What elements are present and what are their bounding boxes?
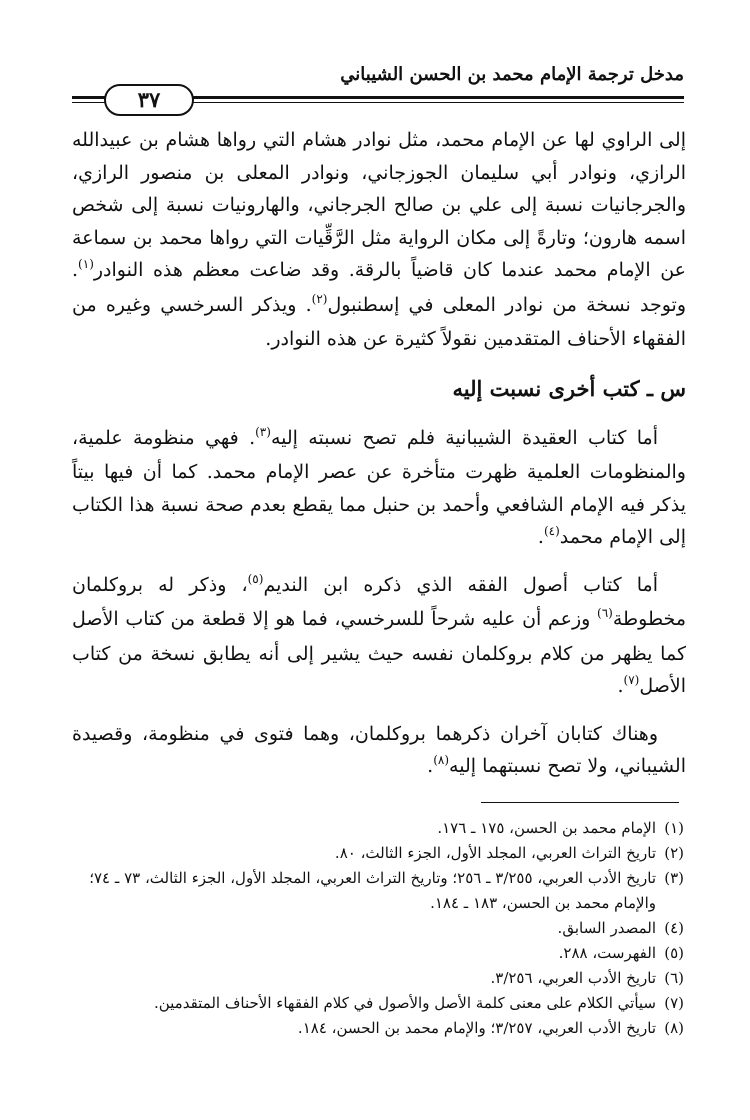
- paragraph-text: إلى الراوي لها عن الإمام محمد، مثل نوادر هشام التي رواها هشام بن عبيدالله الرازي، ونوادر أبي سليمان الجوزجاني، ونوادر المعلى بن منصور الرازي، والجرجانيات نسبة إلى علي بن صالح الجرجاني، والهارونيات نسبة إلى شخص اسمه هارون؛ وتارةً إلى مكان الرواية مثل الرَّقِّيات التي رواها محمد بن سماعة عن الإمام محمد عندما كان قاضياً بالرقة. وقد ضاعت معظم هذه النوادر: [72, 129, 686, 281]
- footnote-item: [72, 991, 684, 1016]
- section-heading: س ـ كتب أخرى نسبت إليه: [452, 375, 686, 401]
- footnote-item: [72, 841, 684, 866]
- footnote-marker: (٢): [311, 291, 328, 306]
- footnote-number: (٥): [664, 944, 684, 962]
- footnote-text: تاريخ الأدب العربي، ٣/٢٥٧؛ والإمام محمد بن الحسن، ١٨٤.: [297, 1019, 656, 1037]
- footnote-marker: (١): [78, 257, 94, 271]
- footnote-number: (٦): [664, 969, 684, 987]
- footnote-text: الفهرست، ٢٨٨.: [558, 944, 656, 962]
- paragraph-text: وزعم أن عليه شرحاً للسرخسي، فما هو إلا قطعة من كتاب الأصل كما يظهر من كلام بروكلمان نفسه حيث يشير إلى أنه يطابق نسخة من كتاب الأصل: [72, 608, 686, 697]
- footnote-text: تاريخ التراث العربي، المجلد الأول، الجزء الثالث، ٨٠.: [334, 844, 656, 862]
- footnote-number: (٨): [664, 1019, 684, 1037]
- paragraph-aqida: [72, 422, 686, 556]
- footnote-number: (٣): [664, 869, 684, 887]
- running-title: مدخل ترجمة الإمام محمد بن الحسن الشيباني: [340, 64, 684, 85]
- footnote-number: (١): [664, 819, 684, 837]
- footnote-text: المصدر السابق.: [557, 919, 656, 937]
- footnotes: [72, 816, 684, 1041]
- footnote-item: [72, 966, 684, 991]
- footnote-marker: (٦): [597, 606, 613, 620]
- paragraph-text: .: [617, 675, 624, 697]
- page-number: ٣٧: [104, 84, 194, 116]
- paragraph-text: وهناك كتابان آخران ذكرهما بروكلمان، وهما فتوى في منظومة، وقصيدة الشيباني، ولا تصح نسبتهما إليه: [72, 722, 686, 777]
- paragraph-text: ، وذكر له بروكلمان مخطوطة: [72, 573, 686, 630]
- footnote-text: الإمام محمد بن الحسن، ١٧٥ ـ ١٧٦.: [437, 819, 656, 837]
- footnote-number: (٤): [664, 919, 684, 937]
- footnote-marker: (٧): [623, 673, 640, 687]
- footnote-text: تاريخ الأدب العربي، ٣/٢٥٥ ـ ٢٥٦؛ وتاريخ التراث العربي، المجلد الأول، الجزء الثالث، ٧٣ ـ ٧٤؛ والإمام محمد بن الحسن، ١٨٣ ـ ١٨٤.: [89, 869, 656, 912]
- page-header: [72, 62, 684, 112]
- paragraph-text: . فهي منظومة علمية، والمنظومات العلمية ظهرت متأخرة عن عصر الإمام محمد. كما أن فيها بيتاً يذكر فيه الإمام الشافعي وأحمد بن حنبل مما يقطع بعدم صحة نسبة هذا الكتاب إلى الإمام محمد: [72, 426, 686, 548]
- footnote-text: تاريخ الأدب العربي، ٣/٢٥٦.: [490, 969, 656, 987]
- paragraph-text: .: [537, 526, 544, 548]
- paragraph-text: أما كتاب العقيدة الشيبانية فلم تصح نسبته إليه: [270, 426, 658, 449]
- footnote-text: سيأتي الكلام على معنى كلمة الأصل والأصول في كلام الفقهاء الأحناف المتقدمين.: [153, 994, 656, 1012]
- footnote-marker: (٤): [543, 524, 560, 538]
- paragraph-text: . وتوجد نسخة من نوادر المعلى في إسطنبول: [72, 259, 686, 316]
- footnote-number: (٢): [664, 844, 684, 862]
- footnote-item: [72, 816, 684, 841]
- paragraph-text: . ويذكر السرخسي وغيره من الفقهاء الأحناف المتقدمين نقولاً كثيرة عن هذه النوادر.: [72, 293, 686, 350]
- paragraph-other-books: [72, 718, 686, 785]
- paragraph-text: أما كتاب أصول الفقه الذي ذكره ابن النديم: [263, 573, 658, 596]
- paragraph-nawadir: [72, 124, 686, 356]
- footnote-item: [72, 866, 684, 916]
- paragraph-text: .: [427, 755, 434, 777]
- footnote-item: [72, 1016, 684, 1041]
- footnote-marker: (٥): [247, 571, 264, 586]
- footnote-item: [72, 916, 684, 941]
- footnote-marker: (٣): [255, 424, 271, 439]
- footnote-number: (٧): [664, 994, 684, 1012]
- footnote-item: [72, 941, 684, 966]
- footnote-separator: [481, 802, 679, 803]
- footnote-marker: (٨): [433, 753, 450, 767]
- paragraph-usul: [72, 569, 686, 705]
- main-text: [72, 124, 686, 785]
